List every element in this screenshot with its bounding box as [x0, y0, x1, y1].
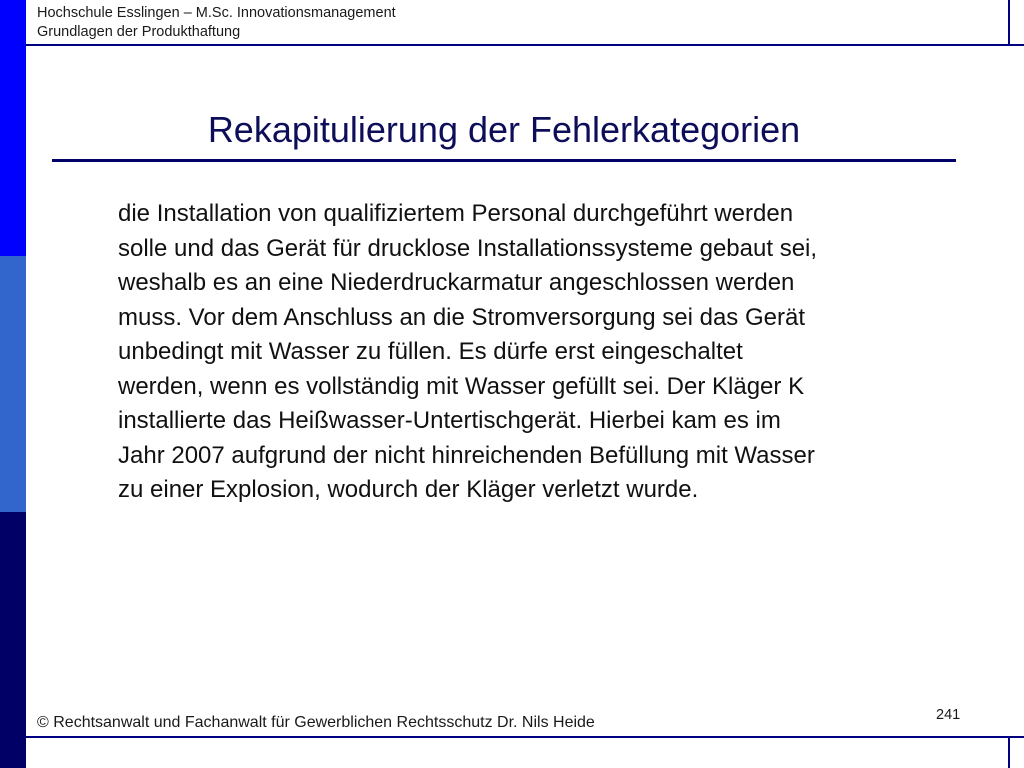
- body-line: installierte das Heißwasser-Untertischgerät. Hierbei kam es im: [118, 407, 781, 434]
- sidebar-bar-bottom: [0, 512, 26, 768]
- title-underline: [52, 159, 956, 162]
- body-paragraph: [118, 197, 958, 508]
- sidebar-bar-top: [0, 0, 26, 256]
- header-course: Grundlagen der Produkthaftung: [37, 24, 241, 40]
- footer-copyright: © Rechtsanwalt und Fachanwalt für Gewerblichen Rechtsschutz Dr. Nils Heide: [37, 714, 595, 731]
- sidebar-bar-middle: [0, 256, 26, 512]
- footer-divider: [26, 736, 1024, 738]
- body-line: muss. Vor dem Anschluss an die Stromversorgung sei das Gerät: [118, 303, 805, 331]
- body-line: weshalb es an eine Niederdruckarmatur angeschlossen werden: [118, 269, 795, 296]
- header-divider: [26, 44, 1024, 46]
- body-line: solle und das Gerät für drucklose Installationssysteme gebaut sei,: [118, 234, 818, 262]
- slide-title: Rekapitulierung der Fehlerkategorien: [207, 109, 801, 150]
- body-line: die Installation von qualifiziertem Personal durchgeführt werden: [118, 200, 794, 227]
- slide-header: [37, 4, 396, 42]
- page-number: 241: [936, 707, 961, 723]
- body-line: werden, wenn es vollständig mit Wasser gefüllt sei. Der Kläger K: [118, 372, 805, 400]
- header-institution: Hochschule Esslingen – M.Sc. Innovationsmanagement: [37, 5, 396, 21]
- body-line: Jahr 2007 aufgrund der nicht hinreichenden Befüllung mit Wasser: [118, 441, 815, 469]
- body-line: zu einer Explosion, wodurch der Kläger verletzt wurde.: [118, 476, 699, 503]
- footer-divider-end: [1008, 736, 1010, 768]
- body-line: unbedingt mit Wasser zu füllen. Es dürfe erst eingeschaltet: [118, 338, 743, 365]
- header-divider-end: [1008, 0, 1010, 46]
